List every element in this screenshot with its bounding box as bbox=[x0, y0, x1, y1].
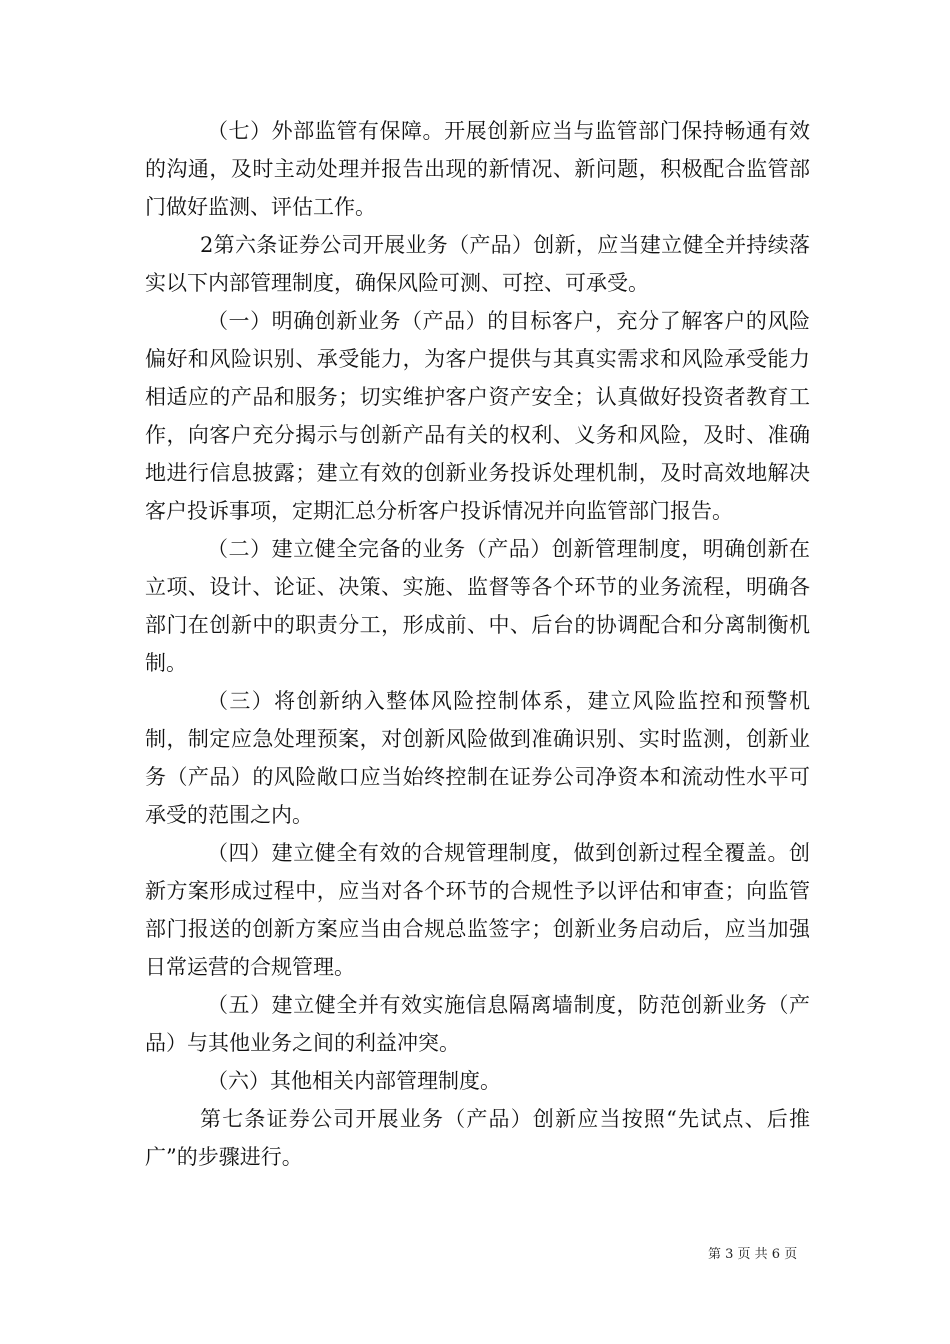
paragraph-article-6: 2第六条证券公司开展业务（产品）创新，应当建立健全并持续落实以下内部管理制度，确保风险可测、可控、可承受。 bbox=[145, 233, 810, 295]
paragraph-item-6: （六）其他相关内部管理制度。 bbox=[207, 1069, 501, 1093]
paragraph-item-3: （三）将创新纳入整体风险控制体系，建立风险监控和预警机制，制定应急处理预案，对创新风险做到准确识别、实时监测，创新业务（产品）的风险敞口应当始终控制在证券公司净资本和流动性水平可承受的范围之内。 bbox=[145, 689, 810, 827]
page-number-footer: 第 3 页 共 6 页 bbox=[708, 1247, 798, 1262]
paragraph-article-7: 第七条证券公司开展业务（产品）创新应当按照“先试点、后推广”的步骤进行。 bbox=[145, 1107, 810, 1169]
paragraph-item-5: （五）建立健全并有效实施信息隔离墙制度，防范创新业务（产品）与其他业务之间的利益冲突。 bbox=[145, 993, 810, 1055]
paragraph-item-1: （一）明确创新业务（产品）的目标客户，充分了解客户的风险偏好和风险识别、承受能力，为客户提供与其真实需求和风险承受能力相适应的产品和服务；切实维护客户资产安全；认真做好投资者教育工作，向客户充分揭示与创新产品有关的权利、义务和风险，及时、准确地进行信息披露；建立有效的创新业务投诉处理机制，及时高效地解决客户投诉事项，定期汇总分析客户投诉情况并向监管部门报告。 bbox=[145, 309, 810, 523]
document-body bbox=[145, 112, 810, 1176]
paragraph-item-4: （四）建立健全有效的合规管理制度，做到创新过程全覆盖。创新方案形成过程中，应当对各个环节的合规性予以评估和审查；向监管部门报送的创新方案应当由合规总监签字；创新业务启动后，应当加强日常运营的合规管理。 bbox=[145, 841, 810, 979]
paragraph-item-2: （二）建立健全完备的业务（产品）创新管理制度，明确创新在立项、设计、论证、决策、实施、监督等各个环节的业务流程，明确各部门在创新中的职责分工，形成前、中、后台的协调配合和分离制衡机制。 bbox=[145, 537, 810, 675]
paragraph-external-supervision: （七）外部监管有保障。开展创新应当与监管部门保持畅通有效的沟通，及时主动处理并报告出现的新情况、新问题，积极配合监管部门做好监测、评估工作。 bbox=[145, 119, 810, 219]
